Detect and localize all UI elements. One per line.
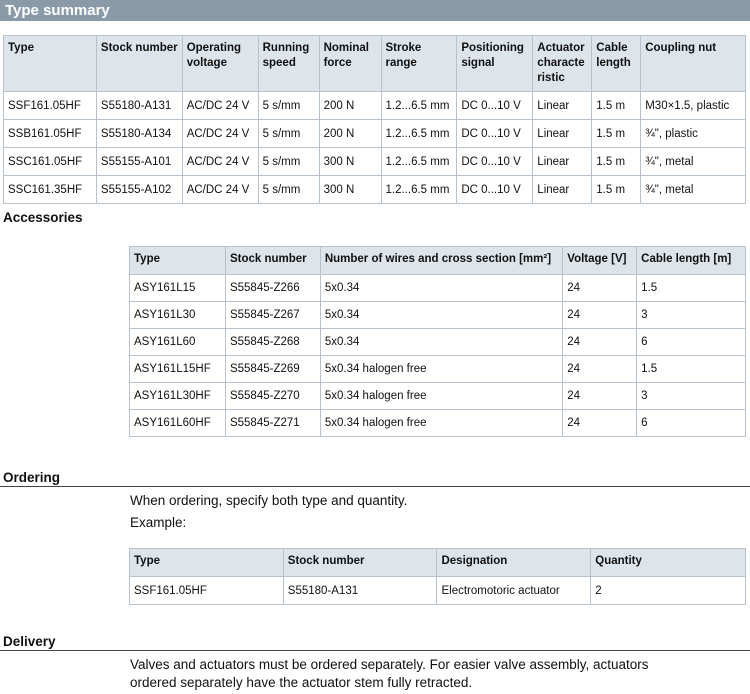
table-cell: SSF161.05HF: [4, 92, 97, 120]
table-cell: 5x0.34 halogen free: [320, 410, 562, 437]
table-cell: ASY161L15: [130, 275, 226, 302]
table-cell: S55180-A131: [283, 577, 437, 605]
table-cell: Linear: [533, 92, 592, 120]
table-cell: SSF161.05HF: [130, 577, 284, 605]
column-header: Type: [130, 247, 226, 275]
table-cell: ASY161L30: [130, 302, 226, 329]
table-header-row: [4, 36, 746, 92]
table-cell: 5 s/mm: [258, 176, 319, 204]
table-header-row: [130, 549, 746, 577]
ordering-instruction: When ordering, specify both type and quantity.: [130, 493, 408, 508]
table-row: [130, 275, 746, 302]
column-header: Quantity: [591, 549, 746, 577]
table-cell: ASY161L15HF: [130, 356, 226, 383]
table-cell: S55845-Z271: [225, 410, 320, 437]
table-cell: 300 N: [319, 176, 381, 204]
type-summary-title: Type summary: [5, 2, 110, 19]
column-header: Stock number: [96, 36, 182, 92]
table-cell: ASY161L30HF: [130, 383, 226, 410]
table-cell: DC 0...10 V: [457, 176, 533, 204]
table-row: [130, 383, 746, 410]
table-cell: SSC161.05HF: [4, 148, 97, 176]
table-cell: ¾", plastic: [641, 120, 746, 148]
table-cell: 24: [563, 275, 637, 302]
table-header-row: [130, 247, 746, 275]
delivery-text-line1: Valves and actuators must be ordered separately. For easier valve assembly, actuators: [130, 657, 649, 672]
type-summary-banner: [0, 0, 750, 21]
column-header: Running speed: [258, 36, 319, 92]
table-cell: Linear: [533, 120, 592, 148]
ordering-heading: Ordering: [3, 470, 61, 485]
table-row: [130, 410, 746, 437]
ordering-divider: [0, 486, 750, 487]
table-cell: DC 0...10 V: [457, 148, 533, 176]
delivery-heading: Delivery: [3, 634, 56, 649]
table-cell: S55180-A131: [96, 92, 182, 120]
table-cell: 24: [563, 356, 637, 383]
table-cell: 3: [637, 302, 746, 329]
table-cell: ¾", metal: [641, 176, 746, 204]
table-row: [130, 577, 746, 605]
table-cell: 5 s/mm: [258, 148, 319, 176]
column-header: Type: [4, 36, 97, 92]
table-cell: 1.5 m: [592, 176, 641, 204]
accessories-heading: Accessories: [3, 210, 83, 225]
table-row: [4, 148, 746, 176]
table-cell: Electromotoric actuator: [437, 577, 591, 605]
column-header: Operating voltage: [182, 36, 258, 92]
table-cell: 5x0.34 halogen free: [320, 383, 562, 410]
table-cell: 1.2...6.5 mm: [381, 120, 457, 148]
column-header: Stock number: [225, 247, 320, 275]
table-cell: 1.2...6.5 mm: [381, 176, 457, 204]
table-cell: 5x0.34: [320, 302, 562, 329]
table-cell: S55155-A102: [96, 176, 182, 204]
table-cell: 5x0.34 halogen free: [320, 356, 562, 383]
table-row: [4, 92, 746, 120]
table-row: [4, 120, 746, 148]
column-header: Positioning signal: [457, 36, 533, 92]
table-cell: AC/DC 24 V: [182, 176, 258, 204]
table-cell: 5x0.34: [320, 329, 562, 356]
table-cell: 24: [563, 410, 637, 437]
delivery-text-line2: ordered separately have the actuator stem fully retracted.: [130, 675, 473, 690]
table-cell: DC 0...10 V: [457, 92, 533, 120]
table-cell: SSB161.05HF: [4, 120, 97, 148]
table-cell: 200 N: [319, 120, 381, 148]
delivery-divider: [0, 650, 750, 651]
table-cell: 300 N: [319, 148, 381, 176]
table-cell: S55845-Z266: [225, 275, 320, 302]
table-cell: 5 s/mm: [258, 92, 319, 120]
column-header: Number of wires and cross section [mm²]: [320, 247, 562, 275]
table-cell: DC 0...10 V: [457, 120, 533, 148]
table-cell: 1.2...6.5 mm: [381, 148, 457, 176]
table-cell: S55155-A101: [96, 148, 182, 176]
column-header: Designation: [437, 549, 591, 577]
table-cell: AC/DC 24 V: [182, 92, 258, 120]
table-cell: S55845-Z268: [225, 329, 320, 356]
table-cell: S55845-Z270: [225, 383, 320, 410]
table-cell: 2: [591, 577, 746, 605]
column-header: Nominal force: [319, 36, 381, 92]
type-summary-table: [3, 35, 746, 204]
table-cell: M30×1.5, plastic: [641, 92, 746, 120]
table-cell: 1.5 m: [592, 148, 641, 176]
table-cell: 5 s/mm: [258, 120, 319, 148]
table-cell: 5x0.34: [320, 275, 562, 302]
table-cell: 3: [637, 383, 746, 410]
table-cell: 24: [563, 329, 637, 356]
table-cell: 24: [563, 302, 637, 329]
table-cell: SSC161.35HF: [4, 176, 97, 204]
column-header: Stroke range: [381, 36, 457, 92]
table-cell: ASY161L60: [130, 329, 226, 356]
ordering-example-label: Example:: [130, 515, 187, 530]
table-cell: 24: [563, 383, 637, 410]
column-header: Cable length [m]: [637, 247, 746, 275]
table-row: [4, 176, 746, 204]
column-header: Coupling nut: [641, 36, 746, 92]
table-cell: 1.2...6.5 mm: [381, 92, 457, 120]
table-cell: 6: [637, 329, 746, 356]
table-cell: 1.5: [637, 356, 746, 383]
column-header: Stock number: [283, 549, 437, 577]
table-cell: AC/DC 24 V: [182, 120, 258, 148]
table-row: [130, 356, 746, 383]
table-cell: 6: [637, 410, 746, 437]
table-cell: ¾", metal: [641, 148, 746, 176]
table-cell: 1.5 m: [592, 120, 641, 148]
column-header: Actuator characte ristic: [533, 36, 592, 92]
column-header: Voltage [V]: [563, 247, 637, 275]
table-cell: 1.5: [637, 275, 746, 302]
table-cell: 1.5 m: [592, 92, 641, 120]
table-cell: ASY161L60HF: [130, 410, 226, 437]
table-row: [130, 329, 746, 356]
table-cell: S55845-Z267: [225, 302, 320, 329]
column-header: Type: [130, 549, 284, 577]
table-cell: Linear: [533, 148, 592, 176]
table-cell: Linear: [533, 176, 592, 204]
table-cell: 200 N: [319, 92, 381, 120]
table-cell: S55845-Z269: [225, 356, 320, 383]
ordering-table: [129, 548, 746, 605]
table-cell: S55180-A134: [96, 120, 182, 148]
table-cell: AC/DC 24 V: [182, 148, 258, 176]
accessories-table: [129, 246, 746, 437]
column-header: Cable length: [592, 36, 641, 92]
table-row: [130, 302, 746, 329]
